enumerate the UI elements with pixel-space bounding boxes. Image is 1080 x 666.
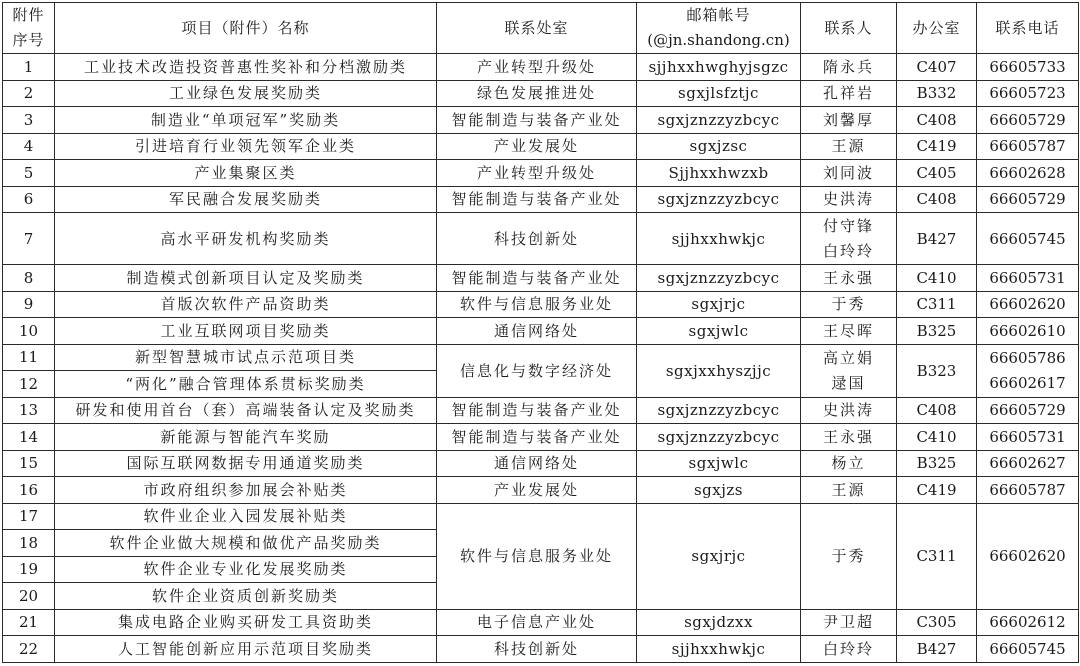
header-seq: 附件 序号: [3, 3, 55, 54]
cell-seq: 19: [3, 556, 55, 583]
cell-office: C311: [897, 503, 977, 609]
table-row: [3, 397, 1079, 424]
cell-phone: 66605729: [977, 186, 1079, 213]
cell-contact: 白玲玲: [801, 636, 897, 663]
cell-office: C408: [897, 107, 977, 134]
cell-dept: 通信网络处: [437, 318, 637, 345]
cell-name: 新能源与智能汽车奖励: [55, 424, 437, 451]
cell-phone: 66605731: [977, 265, 1079, 292]
cell-office: B323: [897, 344, 977, 397]
table-row: [3, 107, 1079, 134]
table-row: [3, 160, 1079, 187]
cell-name: 产业集聚区类: [55, 160, 437, 187]
table-row: [3, 424, 1079, 451]
cell-dept: 产业转型升级处: [437, 160, 637, 187]
header-contact: 联系人: [801, 3, 897, 54]
cell-name: 高水平研发机构奖励类: [55, 213, 437, 265]
cell-phone: 66602620: [977, 503, 1079, 609]
cell-name: 首版次软件产品资助类: [55, 291, 437, 318]
cell-seq: 7: [3, 213, 55, 265]
cell-dept: 智能制造与装备产业处: [437, 397, 637, 424]
cell-contact: [801, 213, 897, 265]
cell-office: B427: [897, 636, 977, 663]
cell-office: C405: [897, 160, 977, 187]
cell-phone: 66605723: [977, 80, 1079, 107]
cell-seq: 22: [3, 636, 55, 663]
cell-office: C408: [897, 186, 977, 213]
cell-email: sgxjlsfztjc: [637, 80, 801, 107]
cell-office: C408: [897, 397, 977, 424]
header-phone: 联系电话: [977, 3, 1079, 54]
cell-contact: 王永强: [801, 265, 897, 292]
cell-office: B332: [897, 80, 977, 107]
table-row: [3, 291, 1079, 318]
cell-name: 工业技术改造投资普惠性奖补和分档激励类: [55, 54, 437, 81]
table-row: [3, 477, 1079, 504]
cell-office: B427: [897, 213, 977, 265]
cell-email: sgxjznzzyzbcyc: [637, 186, 801, 213]
cell-name: 新型智慧城市试点示范项目类: [55, 344, 437, 371]
cell-contact: [801, 344, 897, 397]
cell-dept: 智能制造与装备产业处: [437, 265, 637, 292]
cell-contact: 于秀: [801, 291, 897, 318]
cell-email: Sjjhxxhwzxb: [637, 160, 801, 187]
cell-email: sjjhxxhwghyjsgzc: [637, 54, 801, 81]
cell-seq: 15: [3, 450, 55, 477]
cell-email: sgxjzs: [637, 477, 801, 504]
cell-dept: 信息化与数字经济处: [437, 344, 637, 397]
cell-seq: 18: [3, 530, 55, 557]
cell-contact: 隋永兵: [801, 54, 897, 81]
cell-dept: 智能制造与装备产业处: [437, 107, 637, 134]
cell-phone: 66605787: [977, 133, 1079, 160]
cell-email: sgxjdzxx: [637, 609, 801, 636]
cell-email: sgxjwlc: [637, 450, 801, 477]
cell-name: 工业互联网项目奖励类: [55, 318, 437, 345]
cell-seq: 10: [3, 318, 55, 345]
cell-line: 66602617: [989, 373, 1066, 392]
cell-seq: 9: [3, 291, 55, 318]
cell-email: sgxjznzzyzbcyc: [637, 397, 801, 424]
cell-office: C311: [897, 291, 977, 318]
cell-email: sjjhxxhwkjc: [637, 213, 801, 265]
cell-phone: 66605745: [977, 213, 1079, 265]
cell-phone: 66602628: [977, 160, 1079, 187]
cell-name: 软件业企业入园发展补贴类: [55, 503, 437, 530]
table-row: [3, 636, 1079, 663]
cell-name: “两化”融合管理体系贯标奖励类: [55, 371, 437, 398]
cell-email: sgxjrjc: [637, 291, 801, 318]
cell-contact: 刘同波: [801, 160, 897, 187]
cell-dept: 产业发展处: [437, 133, 637, 160]
cell-name: 军民融合发展奖励类: [55, 186, 437, 213]
cell-seq: 2: [3, 80, 55, 107]
cell-phone: 66605731: [977, 424, 1079, 451]
table-row: [3, 344, 1079, 371]
cell-phone: 66605729: [977, 397, 1079, 424]
cell-office: C305: [897, 609, 977, 636]
cell-dept: 绿色发展推进处: [437, 80, 637, 107]
cell-email: sgxjznzzyzbcyc: [637, 424, 801, 451]
header-row: [3, 3, 1079, 54]
table-row: [3, 318, 1079, 345]
header-dept: 联系处室: [437, 3, 637, 54]
cell-seq: 8: [3, 265, 55, 292]
cell-email: sgxjwlc: [637, 318, 801, 345]
cell-line: 高立娟: [822, 348, 874, 367]
cell-name: 人工智能创新应用示范项目奖励类: [55, 636, 437, 663]
cell-name: 工业绿色发展奖励类: [55, 80, 437, 107]
cell-contact: 史洪涛: [801, 186, 897, 213]
cell-email: sgxjxxhyszjjc: [637, 344, 801, 397]
cell-dept: 科技创新处: [437, 636, 637, 663]
cell-seq: 13: [3, 397, 55, 424]
cell-line: 白玲玲: [822, 241, 874, 260]
cell-contact: 孔祥岩: [801, 80, 897, 107]
cell-email: sgxjznzzyzbcyc: [637, 265, 801, 292]
cell-seq: 12: [3, 371, 55, 398]
cell-office: C419: [897, 477, 977, 504]
cell-seq: 20: [3, 583, 55, 610]
cell-office: C407: [897, 54, 977, 81]
cell-contact: 于秀: [801, 503, 897, 609]
cell-contact: 刘馨厚: [801, 107, 897, 134]
cell-email: sjjhxxhwkjc: [637, 636, 801, 663]
table-row: [3, 186, 1079, 213]
table-row: [3, 80, 1079, 107]
cell-dept: 软件与信息服务业处: [437, 503, 637, 609]
cell-seq: 4: [3, 133, 55, 160]
cell-phone: 66602627: [977, 450, 1079, 477]
table-row: [3, 503, 1079, 530]
cell-office: B325: [897, 318, 977, 345]
cell-dept: 产业发展处: [437, 477, 637, 504]
cell-name: 制造模式创新项目认定及奖励类: [55, 265, 437, 292]
cell-dept: 通信网络处: [437, 450, 637, 477]
cell-name: 国际互联网数据专用通道奖励类: [55, 450, 437, 477]
cell-dept: 科技创新处: [437, 213, 637, 265]
cell-name: 研发和使用首台（套）高端装备认定及奖励类: [55, 397, 437, 424]
cell-dept: 智能制造与装备产业处: [437, 424, 637, 451]
cell-seq: 3: [3, 107, 55, 134]
table-row: [3, 133, 1079, 160]
cell-office: B325: [897, 450, 977, 477]
cell-contact: 史洪涛: [801, 397, 897, 424]
cell-seq: 5: [3, 160, 55, 187]
cell-line: 付守锋: [822, 216, 874, 235]
cell-name: 软件企业做大规模和做优产品奖励类: [55, 530, 437, 557]
cell-email: sgxjrjc: [637, 503, 801, 609]
cell-contact: 杨立: [801, 450, 897, 477]
table-row: [3, 54, 1079, 81]
cell-name: 集成电路企业购买研发工具资助类: [55, 609, 437, 636]
cell-seq: 1: [3, 54, 55, 81]
cell-phone: 66602610: [977, 318, 1079, 345]
cell-name: 软件企业资质创新奖励类: [55, 583, 437, 610]
cell-contact: 王永强: [801, 424, 897, 451]
cell-name: 制造业“单项冠军”奖励类: [55, 107, 437, 134]
cell-contact: 王源: [801, 133, 897, 160]
cell-phone: 66605787: [977, 477, 1079, 504]
cell-seq: 21: [3, 609, 55, 636]
cell-phone: 66605745: [977, 636, 1079, 663]
cell-office: C410: [897, 424, 977, 451]
cell-dept: 电子信息产业处: [437, 609, 637, 636]
header-office: 办公室: [897, 3, 977, 54]
cell-line: 66605786: [989, 348, 1066, 367]
header-email: 邮箱帐号 (@jn.shandong.cn): [637, 3, 801, 54]
cell-seq: 11: [3, 344, 55, 371]
cell-line: 逯国: [831, 373, 866, 392]
cell-phone: 66605733: [977, 54, 1079, 81]
cell-phone: 66602612: [977, 609, 1079, 636]
cell-contact: 尹卫超: [801, 609, 897, 636]
cell-name: 软件企业专业化发展奖励类: [55, 556, 437, 583]
cell-dept: 智能制造与装备产业处: [437, 186, 637, 213]
cell-name: 市政府组织参加展会补贴类: [55, 477, 437, 504]
cell-office: C410: [897, 265, 977, 292]
table-row: [3, 609, 1079, 636]
cell-email: sgxjznzzyzbcyc: [637, 107, 801, 134]
cell-dept: 产业转型升级处: [437, 54, 637, 81]
cell-phone: [977, 344, 1079, 397]
cell-phone: 66602620: [977, 291, 1079, 318]
cell-contact: 王源: [801, 477, 897, 504]
cell-email: sgxjzsc: [637, 133, 801, 160]
cell-phone: 66605729: [977, 107, 1079, 134]
cell-dept: 软件与信息服务业处: [437, 291, 637, 318]
cell-name: 引进培育行业领先领军企业类: [55, 133, 437, 160]
table-row: [3, 265, 1079, 292]
cell-office: C419: [897, 133, 977, 160]
table-row: [3, 450, 1079, 477]
cell-seq: 6: [3, 186, 55, 213]
cell-seq: 17: [3, 503, 55, 530]
contact-table: [2, 2, 1079, 663]
cell-seq: 14: [3, 424, 55, 451]
cell-seq: 16: [3, 477, 55, 504]
table-row: [3, 213, 1079, 265]
header-name: 项目（附件）名称: [55, 3, 437, 54]
cell-contact: 王尽晖: [801, 318, 897, 345]
